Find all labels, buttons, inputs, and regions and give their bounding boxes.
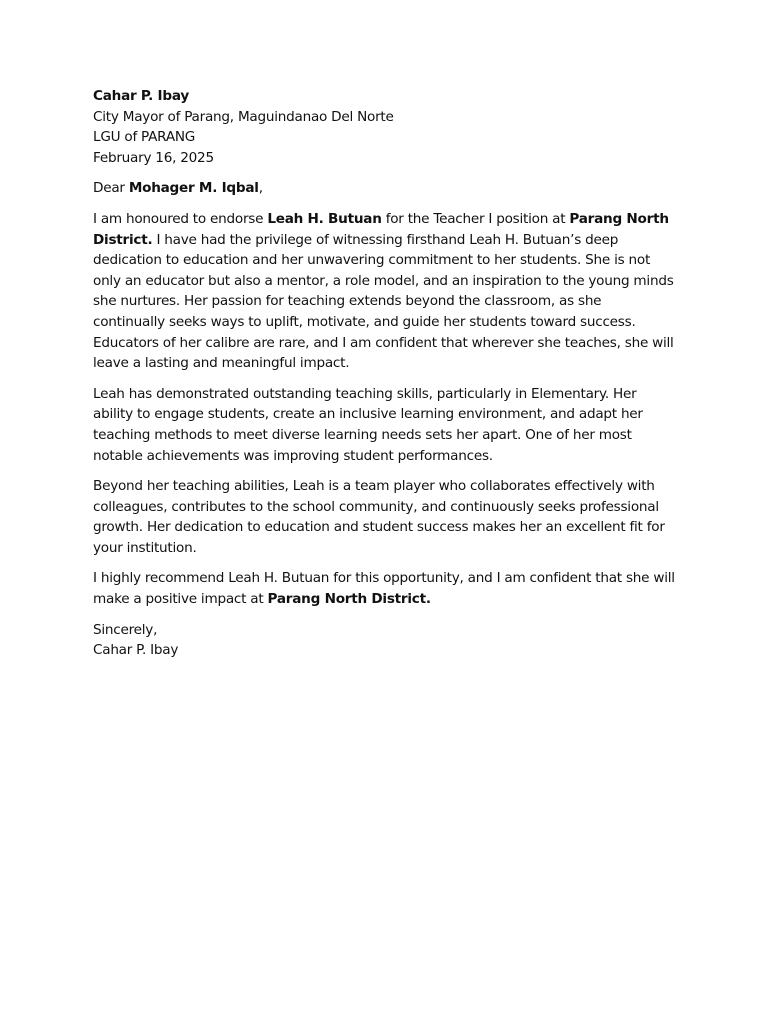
paragraph-teaching-skills: Leah has demonstrated outstanding teaching skills, particularly in Elementary. Her ability to engage students, create an inclusive learning environment, and adapt her teaching methods to meet diverse learning needs sets her apart. One of her most notable achievements was improving student performances. [93,385,643,464]
salutation-suffix: , [258,180,263,197]
letter-body [93,86,677,661]
paragraph1-text-2: for the Teacher I position at [381,210,570,227]
paragraph1-text-3: I have had the privilege of witnessing firsthand Leah H. Butuan’s deep dedication to education and her unwavering commitment to her students. She is not only an educator but also a mentor, a role model, and an inspiration to the young minds she nurtures. Her passion for teaching extends beyond the classroom, as she continually seeks ways to uplift, motivate, and guide her students toward success. Educators of her calibre are rare, and I am confident that wherever she teaches, she will leave a lasting and meaningful impact. [93,231,674,372]
recipient-name: Mohager M. Iqbal [128,180,259,197]
paragraph-recommendation [93,568,677,609]
paragraph1-text-1: I am honoured to endorse [93,210,268,227]
salutation [93,178,677,199]
sender-block [93,86,677,168]
letter-date: February 16, 2025 [93,149,214,166]
paragraph4-text: I highly recommend Leah H. Butuan for this opportunity, and I am confident that she will make a positive impact at [93,570,675,608]
signatory-name: Cahar P. Ibay [93,642,179,659]
candidate-name: Leah H. Butuan [267,210,382,227]
sender-office: LGU of PARANG [93,129,196,146]
paragraph-endorsement [93,209,677,374]
sender-name: Cahar P. Ibay [93,88,189,104]
salutation-prefix: Dear [93,180,129,197]
sender-title: City Mayor of Parang, Maguindanao Del Norte [93,108,394,125]
paragraph-teamwork: Beyond her teaching abilities, Leah is a team player who collaborates effectively with colleagues, contributes to the school community, and continuously seeks professional growth. Her dedication to education and student success makes her an excellent fit for your institution. [93,478,665,556]
valediction: Sincerely, [93,621,158,638]
district-name: Parang North District. [93,210,669,248]
district-name-closing: Parang North District. [267,591,431,608]
closing-block [93,620,677,661]
